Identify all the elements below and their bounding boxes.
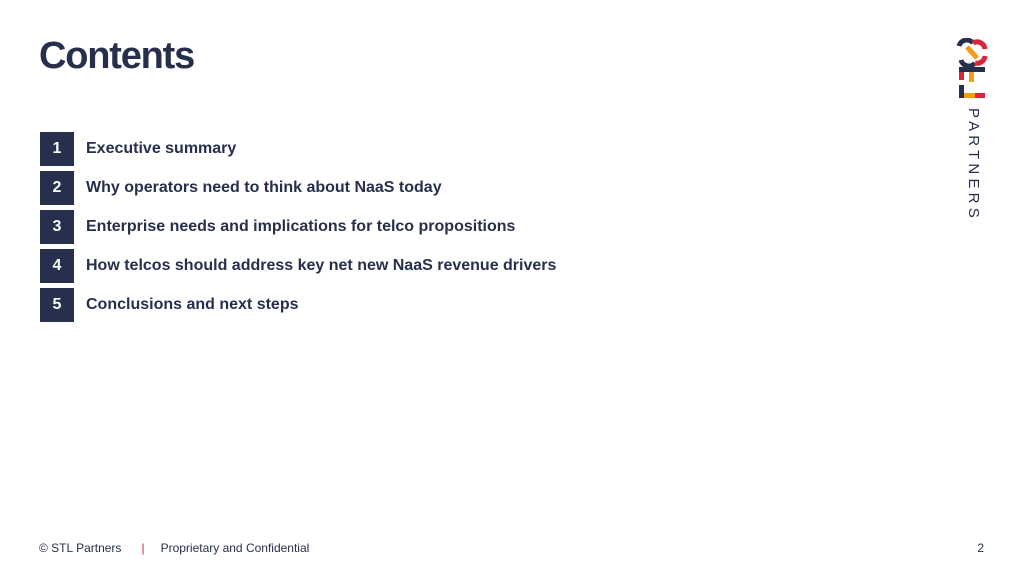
- footer: [39, 539, 309, 557]
- logo-wordmark: PARTNERS: [965, 108, 983, 222]
- toc-item[interactable]: [40, 210, 556, 244]
- toc-item-number: 1: [40, 132, 74, 166]
- toc-item[interactable]: [40, 132, 556, 166]
- footer-copyright: © STL Partners: [39, 541, 122, 555]
- stl-partners-logo: [955, 38, 991, 228]
- page-number: 2: [977, 541, 984, 555]
- toc-item-number: 2: [40, 171, 74, 205]
- toc-item-label: Conclusions and next steps: [86, 296, 299, 313]
- toc-item-number: 4: [40, 249, 74, 283]
- toc-item-label: Enterprise needs and implications for telco propositions: [86, 218, 516, 235]
- toc-item[interactable]: [40, 249, 556, 283]
- toc-item[interactable]: [40, 171, 556, 205]
- footer-confidentiality: Proprietary and Confidential: [160, 541, 310, 555]
- toc-item-label: How telcos should address key net new NaaS revenue drivers: [86, 257, 557, 274]
- page-title: Contents: [39, 35, 195, 77]
- toc-item-label: Executive summary: [86, 140, 237, 157]
- toc-item-label: Why operators need to think about NaaS today: [86, 179, 442, 196]
- toc-item[interactable]: [40, 288, 556, 322]
- footer-separator: |: [141, 541, 145, 555]
- toc-item-number: 5: [40, 288, 74, 322]
- table-of-contents: [40, 132, 556, 327]
- stl-mark: [959, 40, 985, 98]
- toc-item-number: 3: [40, 210, 74, 244]
